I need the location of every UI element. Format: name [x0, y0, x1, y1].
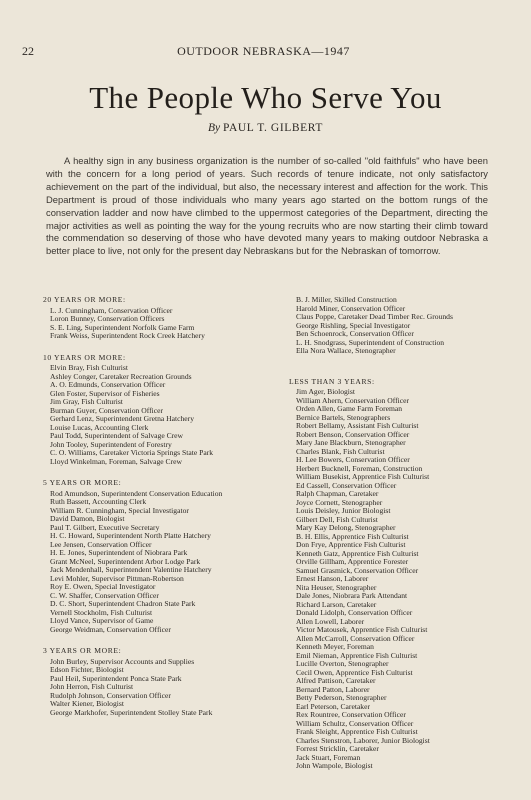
staff-list — [289, 296, 497, 356]
staff-entry: Roy E. Owen, Special Investigator — [50, 582, 156, 591]
staff-entry: William Schultz, Conservation Officer — [296, 718, 414, 728]
staff-entry: B. H. Ellis, Apprentice Fish Culturist — [296, 531, 409, 541]
staff-entry: Ed Cassell, Conservation Officer — [296, 480, 397, 490]
staff-entry: Orden Allen, Game Farm Foreman — [296, 404, 403, 413]
staff-list — [43, 490, 277, 635]
staff-entry: Bernice Bartels, Stenographers — [296, 412, 391, 422]
staff-entry: H. C. Howard, Superintendent North Platte Hatchery — [50, 531, 211, 540]
staff-entry: Rex Rountree, Conservation Officer — [296, 710, 406, 719]
staff-entry: Rod Amundson, Superintendent Conservation Education — [50, 488, 223, 498]
staff-entry: Robert Bellamy, Assistant Fish Culturist — [296, 421, 419, 430]
staff-entry: Kenneth Gatz, Apprentice Fish Culturist — [296, 548, 419, 558]
staff-entry: George Weidman, Conservation Officer — [50, 624, 171, 634]
staff-entry: George Rishling, Special Investigator — [296, 320, 411, 330]
byline — [0, 122, 531, 134]
staff-entry: A. O. Edmunds, Conservation Officer — [50, 380, 166, 389]
staff-entry: Jack Mendenhall, Superintendent Valentine Hatchery — [50, 565, 212, 574]
staff-entry: Paul Todd, Superintendent of Salvage Crew — [50, 431, 184, 440]
staff-entry: Jack Stuart, Foreman — [296, 752, 361, 762]
tenure-section — [43, 354, 277, 467]
staff-list — [43, 364, 277, 466]
staff-entry: Harold Miner, Conservation Officer — [296, 303, 406, 313]
staff-entry: C. O. Williams, Caretaker Victoria Springs State Park — [50, 448, 214, 457]
staff-entry: Ralph Chapman, Caretaker — [296, 489, 379, 498]
author-name: PAUL T. GILBERT — [223, 122, 323, 134]
staff-entry: Allen Lowell, Laborer — [296, 616, 365, 626]
staff-entry: Herbert Bucknell, Foreman, Construction — [296, 463, 423, 473]
staff-entry: Samuel Grasmick, Conservation Officer — [296, 565, 419, 575]
tenure-section — [289, 296, 497, 356]
staff-entry: Lee Jensen, Conservation Officer — [50, 539, 152, 549]
running-header — [22, 44, 505, 58]
staff-entry: Gilbert Dell, Fish Culturist — [296, 514, 378, 524]
staff-entry: Earl Peterson, Caretaker — [296, 701, 371, 711]
staff-entry: Ella Nora Wallace, Stenographer — [296, 346, 396, 355]
staff-entry: Ben Schoenrock, Conservation Officer — [296, 329, 414, 338]
section-heading: 5 YEARS OR MORE: — [43, 478, 122, 487]
staff-entry: Paul T. Gilbert, Executive Secretary — [50, 522, 160, 532]
staff-entry: Ruth Bassett, Accounting Clerk — [50, 497, 147, 506]
staff-entry: Charles Stenstron, Laborer, Junior Biologist — [296, 735, 430, 745]
right-column — [289, 296, 497, 771]
section-heading: 3 YEARS OR MORE: — [43, 646, 122, 655]
staff-entry: Dale Jones, Niobrara Park Attendant — [296, 591, 408, 600]
article-title: The People Who Serve You — [89, 80, 442, 115]
tenure-section — [43, 296, 277, 341]
staff-entry: Nita Heuser, Stenographer — [296, 582, 377, 592]
staff-entry: Joyce Cornett, Stenographer — [296, 497, 383, 507]
section-heading: LESS THAN 3 YEARS: — [289, 376, 375, 386]
staff-list — [43, 307, 277, 341]
tenure-section — [43, 647, 277, 717]
staff-entry: Elvin Bray, Fish Culturist — [50, 363, 128, 372]
publication-title: OUTDOOR NEBRASKA—1947 — [177, 44, 350, 58]
staff-entry: C. W. Shaffer, Conservation Officer — [50, 590, 159, 600]
staff-entry: Don Frye, Apprentice Fish Culturist — [296, 540, 406, 549]
staff-entry: Orville Gillham, Apprentice Forester — [296, 557, 409, 566]
staff-entry: Frank Weiss, Superintendent Rock Creek Hatchery — [50, 331, 205, 340]
staff-entry: Walter Kiener, Biologist — [50, 699, 124, 708]
staff-entry: Richard Larson, Caretaker — [296, 599, 377, 609]
staff-entry: Ashley Conger, Caretaker Recreation Grounds — [50, 371, 192, 381]
staff-entry: David Damon, Biologist — [50, 514, 125, 523]
staff-entry: D. C. Short, Superintendent Chadron State Park — [50, 599, 196, 608]
staff-entry: John Burley, Supervisor Accounts and Supplies — [50, 656, 195, 666]
section-heading: 20 YEARS OR MORE: — [43, 295, 126, 304]
staff-entry: Bernard Patton, Laborer — [296, 684, 370, 694]
staff-entry: Jim Gray, Fish Culturist — [50, 397, 123, 406]
staff-entry: Allen McCarroll, Conservation Officer — [296, 633, 415, 643]
staff-entry: Robert Benson, Conservation Officer — [296, 429, 410, 439]
staff-entry: B. J. Miller, Skilled Construction — [296, 295, 397, 304]
staff-entry: Mary Kay Delong, Stenographer — [296, 523, 396, 532]
staff-list — [289, 388, 497, 771]
staff-entry: Jim Ager, Biologist — [296, 387, 355, 396]
staff-entry: Kenneth Meyer, Foreman — [296, 642, 374, 651]
staff-entry: Rudolph Johnson, Conservation Officer — [50, 690, 171, 700]
byline-prefix: By — [207, 122, 221, 134]
staff-entry: Betty Pederson, Stenographer — [296, 693, 387, 702]
staff-entry: George Markhofer, Superintendent Stolley State Park — [50, 707, 213, 717]
staff-entry: Lloyd Winkelman, Foreman, Salvage Crew — [50, 456, 182, 466]
staff-entry: H. E. Jones, Superintendent of Niobrara Park — [50, 548, 188, 557]
section-heading: 10 YEARS OR MORE: — [43, 352, 126, 362]
tenure-section — [43, 479, 277, 634]
staff-entry: H. Lee Bowers, Conservation Officer — [296, 455, 410, 464]
staff-entry: William R. Cunningham, Special Investigator — [50, 505, 189, 515]
staff-entry: Burman Guyer, Conservation Officer — [50, 405, 164, 415]
staff-entry: Louise Lucas, Accounting Clerk — [50, 422, 149, 432]
staff-entry: Forrest Stricklin, Caretaker — [296, 744, 379, 753]
staff-entry: Mary Jane Blackburn, Stenographer — [296, 438, 406, 447]
tenure-section — [289, 378, 497, 771]
staff-entry: L. H. Snodgrass, Superintendent of Construction — [296, 337, 445, 347]
staff-entry: Gerhard Lenz, Superintendent Gretna Hatchery — [50, 414, 195, 423]
staff-entry: Lloyd Vance, Supervisor of Game — [50, 616, 154, 625]
staff-entry: William Ahern, Conservation Officer — [296, 395, 410, 405]
staff-entry: John Herron, Fish Culturist — [50, 682, 134, 691]
staff-entry: Ernest Hanson, Laborer — [296, 574, 369, 583]
staff-entry: William Busekist, Apprentice Fish Culturist — [296, 472, 430, 481]
staff-entry: Levi Mohler, Supervisor Pittman-Robertson — [50, 573, 184, 583]
staff-entry: Victor Matousek, Apprentice Fish Culturist — [296, 625, 428, 634]
staff-entry: Alfred Pattison, Caretaker — [296, 676, 376, 685]
staff-entry: Charles Blank, Fish Culturist — [296, 446, 385, 456]
staff-entry: Donald Lidolph, Conservation Officer — [296, 608, 413, 617]
staff-entry: Glen Foster, Supervisor of Fisheries — [50, 388, 160, 398]
staff-entry: Vernell Stockholm, Fish Culturist — [50, 607, 153, 617]
staff-entry: Claus Poppe, Caretaker Dead Timber Rec. Grounds — [296, 312, 453, 321]
staff-entry: Loron Bunney, Conservation Officers — [50, 314, 165, 323]
staff-entry: John Tooley, Superintendent of Forestry — [50, 439, 172, 449]
staff-entry: Frank Sleight, Apprentice Fish Culturist — [296, 727, 418, 736]
page-number: 22 — [22, 44, 34, 58]
staff-entry: Emil Nieman, Apprentice Fish Culturist — [296, 650, 418, 660]
staff-list — [43, 658, 277, 718]
staff-entry: L. J. Cunningham, Conservation Officer — [50, 305, 173, 315]
staff-entry: Edson Fichter, Biologist — [50, 665, 124, 674]
staff-entry: Louis Deisley, Junior Biologist — [296, 506, 391, 515]
staff-entry: John Wampole, Biologist — [296, 761, 373, 770]
staff-entry: Paul Heil, Superintendent Ponca State Park — [50, 673, 182, 683]
staff-entry: S. E. Ling, Superintendent Norfolk Game Farm — [50, 322, 195, 332]
staff-entry: Grant McNeel, Superintendent Arbor Lodge Park — [50, 556, 201, 566]
left-column — [43, 296, 277, 717]
staff-entry: Lucille Overton, Stenographer — [296, 659, 389, 668]
intro-paragraph: A healthy sign in any business organization is the number of so-called "old faithfuls" who have been with the concern for a long period of years. Such records of tenure indicate, not only satisfactory achievement on the part of the individual, but also, the necessary interest and affection for the work. This Department is proud of those individuals who many years ago started on the bottom rungs of the conservation ladder and now have climbed to the uppermost categories of the Department, directing the major activities as well as pointing the way for the young recruits who are now starting their climb toward the commendation so deserving of those who have devoted many years to making outdoor Nebraska a better place to live, not only for the present day Nebraskans but for the Nebraskan of tomorrow. — [46, 155, 488, 257]
staff-entry: Cecil Owen, Apprentice Fish Culturist — [296, 667, 413, 677]
